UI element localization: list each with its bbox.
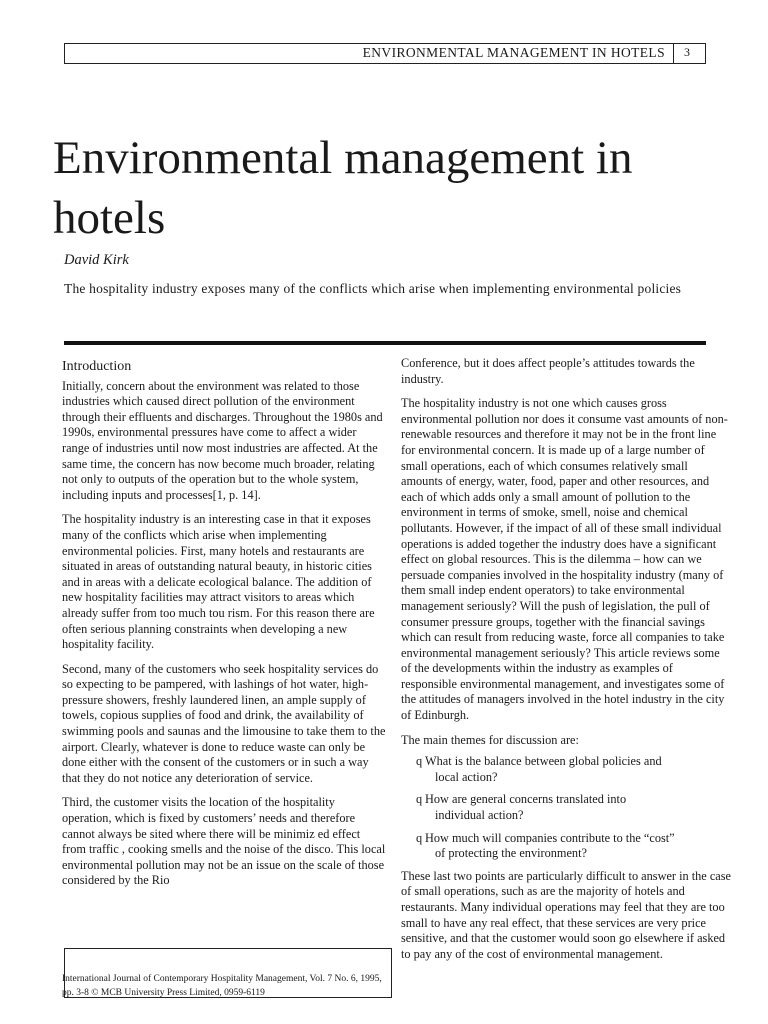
right-column — [401, 356, 731, 971]
bullet-icon: q — [416, 754, 423, 769]
section-heading: Introduction — [62, 359, 132, 374]
running-header — [64, 43, 706, 64]
theme-line-continued: of protecting the environment? — [435, 846, 587, 861]
theme-line-continued: local action? — [435, 769, 498, 784]
theme-list-item — [401, 792, 731, 823]
bullet-icon: q — [416, 830, 423, 845]
article-abstract: The hospitality industry exposes many of the conflicts which arise when implementing environmental policies — [64, 281, 682, 296]
paragraph: Third, the customer visits the location of the hospitality operation, which is fixed by customers’ needs and therefore cannot always be sited where there will be minimiz ed effect from traffic , cooking smells and the noise of the disco. This local environmental pollution may not be an issue on the scale of those considered by the Rio — [62, 795, 386, 888]
page-number: 3 — [684, 45, 690, 59]
paragraph: Second, many of the customers who seek hospitality services do so expecting to be pampered, with lashings of hot water, high-pressure showers, freshly laundered linen, an ample supply of towels, copious supplies of food and drink, the availability of swimming pools and saunas and the limousine to take them to the airport. Clearly, whatever is done to reduce waste can only be done either with the consent of the customers or in such a way that they do not notice any deterioration of service. — [62, 661, 386, 785]
theme-line: How much will companies contribute to the “cost” — [425, 830, 675, 845]
article-author: David Kirk — [64, 252, 129, 268]
bullet-icon: q — [416, 792, 423, 807]
themes-intro: The main themes for discussion are: — [401, 732, 579, 747]
theme-list-item — [401, 754, 731, 785]
paragraph: The hospitality industry is not one which causes gross environmental pollution nor does it consume vast amounts of non-renewable resources and therefore it may not be in the front line for environmental concern. It is made up of a large number of small operations, each of which consumes relatively small amounts of energy, water, food, paper and other resources, and each of which adds only a small amount of pollution to the environment in terms of smoke, smell, noise and chemical pollutants. However, if the impact of all of these small individual operations is added together the industry does have a significant effect on global resources. This is the dilemma – how can we persuade companies involved in the hospitality industry (many of them small indep endent operators) to take environmental management seriously? Will the push of legislation, the pull of consumer pressure groups, together with the financial savings which can result from reducing waste, force all companies to take environmental management seriously? This article reviews some of the developments within the industry as examples of responsible environmental management, and investigates some of the attitudes of managers involved in the hotel industry in the city of Edinburgh. — [401, 396, 728, 723]
theme-line: What is the balance between global policies and — [425, 754, 662, 769]
page-number-box — [673, 43, 706, 64]
theme-line: How are general concerns translated into — [425, 792, 627, 807]
theme-list-item — [401, 831, 731, 862]
paragraph: These last two points are particularly difficult to answer in the case of small operations, such as are the majority of hotels and restaurants. Many individual operations may feel that they are too small to have any real effect, that these services are very price sensitive, and that the customer would soon go elsewhere if asked to pay any of the cost of environmental management. — [401, 868, 731, 961]
left-column — [62, 359, 386, 898]
theme-line-continued: individual action? — [435, 808, 524, 823]
journal-citation: International Journal of Contemporary Hospitality Management, Vol. 7 No. 6, 1995, pp. 3-8 © MCB University Press Limited, 0959-6119 — [62, 974, 382, 998]
paragraph: Initially, concern about the environment was related to those industries which caused direct pollution of the environment through their effluents and discharges. Throughout the 1980s and 1990s, environmental pressures have come to affect a wider range of industries until now most industries are affected. At the same time, the concern has now become much broader, relating not only to outputs of the operation but to the whole system, including inputs and processes[1, p. 14]. — [62, 378, 383, 502]
paragraph: The hospitality industry is an interesting case in that it exposes many of the conflicts which arise when implementing environmental policies. First, many hotels and restaurants are situated in areas of outstanding natural beauty, in historic cities and in areas with a delicate ecological balance. The addition of new hospitality facilities may attract visitors to areas which already suffer from too much tou rism. For this reason there are often serious planning constraints when developing a new hospitality facility. — [62, 512, 375, 652]
article-title: Environmental management in hotels — [53, 132, 633, 244]
paragraph: Conference, but it does affect people’s attitudes towards the industry. — [401, 356, 695, 386]
title-divider — [64, 341, 706, 345]
running-title: ENVIRONMENTAL MANAGEMENT IN HOTELS — [362, 45, 665, 60]
